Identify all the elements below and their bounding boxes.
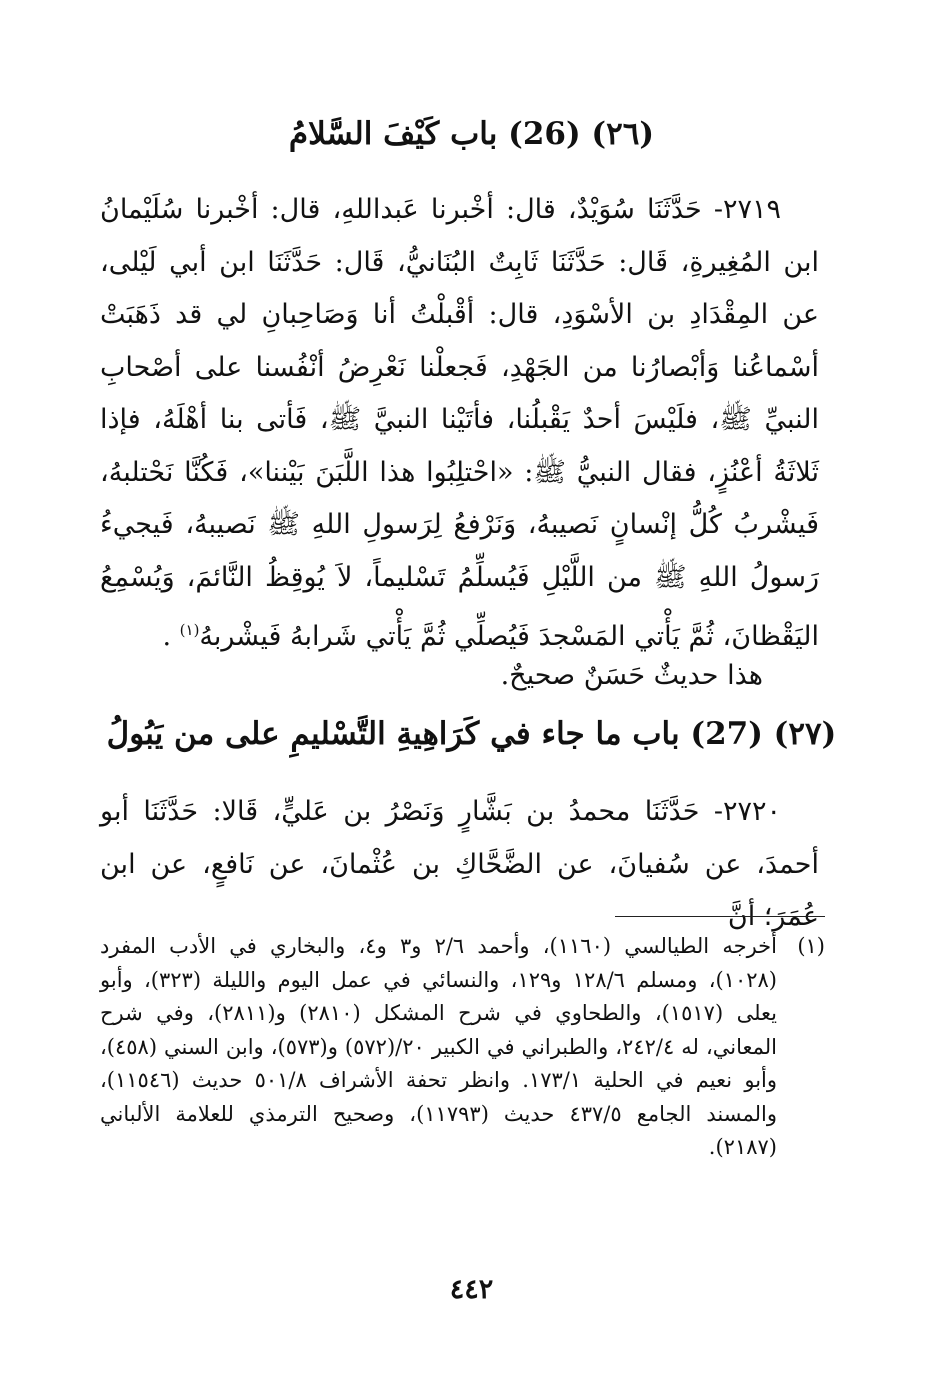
footnote-marker: (١) [797, 934, 825, 958]
footnote-text: أخرجه الطيالسي (١١٦٠)، وأحمد ٢/٦ و٣ و٤، والبخاري في الأدب المفرد (١٠٢٨)، ومسلم ١٢٨/٦ و١٢٩، والنسائي في عمل اليوم والليلة (٣٢٣)، وأبو يعلى (١٥١٧)، والطحاوي في شرح المشكل (٢٨١٠) و(٢٨١١)، وفي شرح المعاني، له ٢٤٢/٤، والطبراني في الكبير ٢٠/(٥٧٢) و(٥٧٣)، وابن السني (٤٥٨)، وأبو نعيم في الحلية ١٧٣/١. وانظر تحفة الأشراف ٥٠١/٨ حديث (١١٥٤٦)، والمسند الجامع ٤٣٧/٥ حديث (١١٧٩٣)، وصحيح الترمذي للعلامة الألباني (٢١٨٧). [100, 934, 778, 1159]
page-number: ٤٤٢ [449, 1274, 494, 1305]
hadith-2719-text: ٢٧١٩- حَدَّثَنَا سُوَيْدٌ، قال: أخْبرنا عَبداللهِ، قال: أخْبرنا سُلَيْمانُ ابن المُغِيرةِ، قَال: حَدَّثَنَا ثَابِتٌ البُنَانيُّ، قَال: حَدَّثَنَا ابن أبي لَيْلى، عن المِقْدَادِ بن الأسْوَدِ، قال: أقْبلْتُ أنا وَصَاحِبانِ لي قد ذَهَبَتْ أسْماعُنا وَأبْصارُنا من الجَهْدِ، فَجعلْنا نَعْرِضُ أنْفُسنا على أصْحابِ النبيِّ ﷺ، فلَيْسَ أحدٌ يَقْبلُنا، فأتَيْنا النبيَّ ﷺ، فَأتى بنا أهْلَهُ، فإذا ثَلاثَةُ أعْنُزٍ، فقال النبيُّ ﷺ: «احْتلِبُوا هذا اللَّبَنَ بَيْننا»، فَكُنَّا نَحْتلبهُ، فَيشْربُ كُلُّ إنْسانٍ نَصيبهُ، وَنَرْفعُ لِرَسولِ اللهِ ﷺ نَصيبهُ، فَيجيءُ رَسولُ اللهِ ﷺ من اللَّيْلِ فَيُسلِّمُ تَسْليماً، لاَ يُوقِظُ النَّائمَ، وَيُسْمِعُ اليَقْظانَ، ثُمَّ يَأْتي المَسْجدَ فَيُصلِّي ثُمَّ يَأْتي شَرابهُ فَيشْربهُ [100, 194, 819, 652]
hadith-grading: هذا حديثٌ حَسَنٌ صحيحٌ. [500, 660, 763, 691]
chapter-heading-27: (٢٧) (27) باب ما جاء في كَرَاهِيةِ التَّسْليمِ على من يَبُولُ [106, 716, 837, 752]
chapter-heading-26: (٢٦) (26) باب كَيْفَ السَّلامُ [288, 116, 655, 152]
footnote [100, 930, 825, 1165]
hadith-2719 [100, 184, 819, 664]
footnote-reference: (١) [179, 621, 200, 639]
hadith-2719-end: . [162, 621, 180, 652]
hadith-2720: ٢٧٢٠- حَدَّثَنَا محمدُ بن بَشَّارٍ وَنَصْرُ بن عَليٍّ، قَالا: حَدَّثَنَا أبو أحمدَ، عن سُفيانَ، عن الضَّحَّاكِ بن عُثْمانَ، عن نَافعٍ، عن ابن عُمَرَ؛ أنَّ [100, 796, 819, 932]
footnote-separator [615, 916, 825, 917]
